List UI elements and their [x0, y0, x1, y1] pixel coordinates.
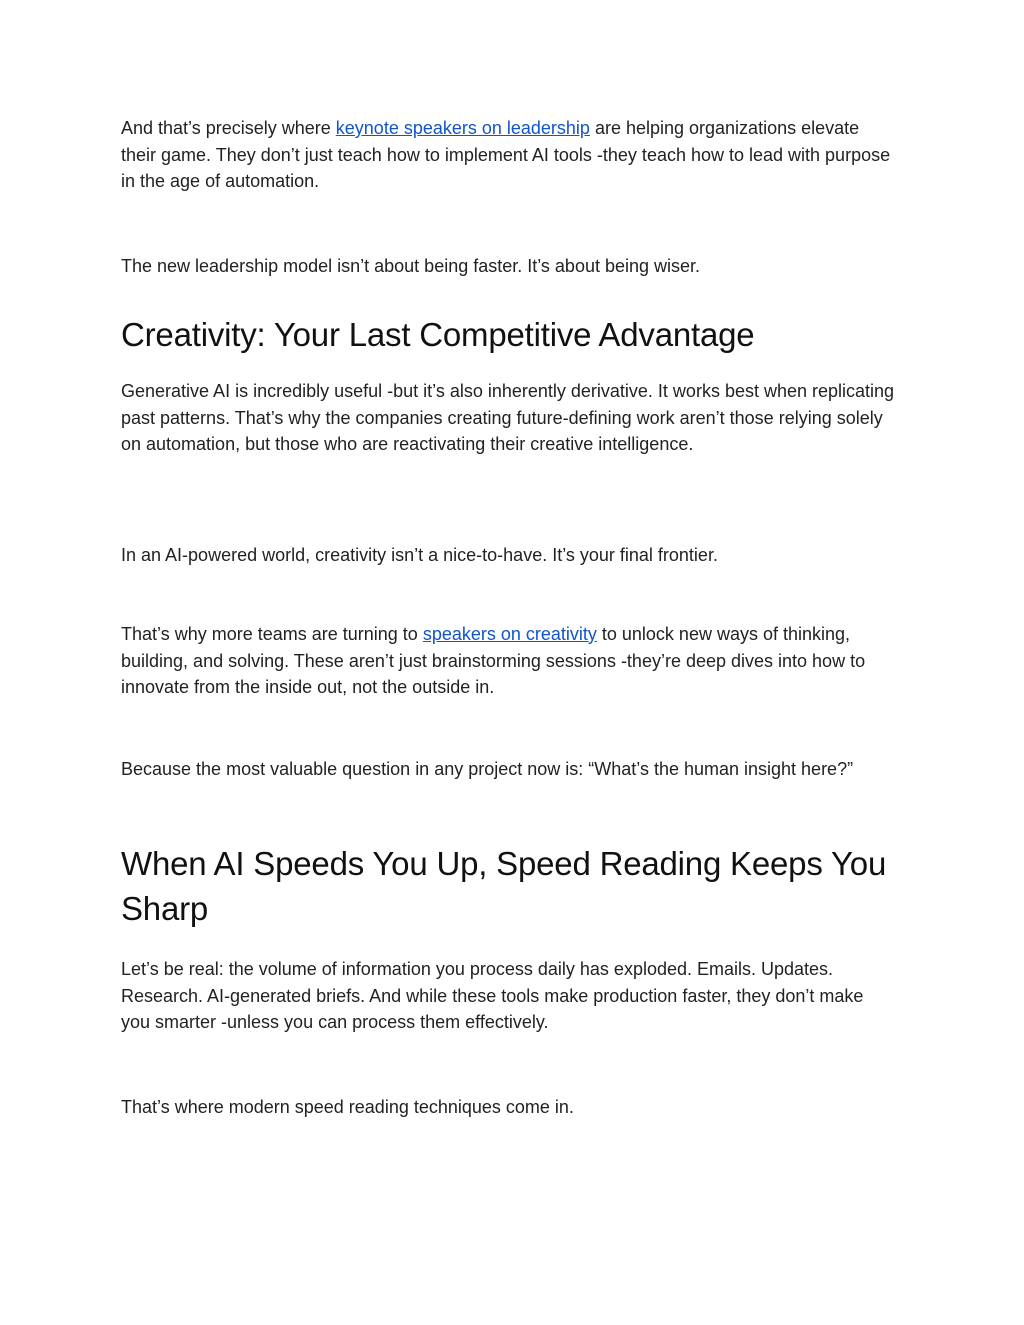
paragraph-text: Let’s be real: the volume of information you process daily has exploded. Emails. Updates. Research. AI-generated briefs. And while these tools make production faster, they don’t make you smarter -unless you can process them effectively. [121, 959, 864, 1032]
paragraph-generative-ai [121, 378, 896, 458]
paragraph-text: The new leadership model isn’t about being faster. It’s about being wiser. [121, 256, 701, 276]
paragraph-text: to unlock new ways of thinking, building, and solving. These aren’t just brainstorming sessions -they’re deep dives into how to innovate from the inside out, not the outside in. [121, 624, 866, 697]
speakers-on-creativity-link[interactable]: speakers on creativity [422, 624, 597, 644]
paragraph-creativity-speakers [121, 621, 896, 701]
paragraph-information-volume [121, 956, 896, 1036]
paragraph-text: That’s why more teams are turning to [121, 624, 423, 644]
paragraph-leadership-speakers [121, 115, 896, 195]
paragraph-speed-reading-techniques [121, 1094, 896, 1121]
paragraph-text: That’s where modern speed reading techniques come in. [121, 1097, 574, 1117]
paragraph-human-insight [121, 756, 896, 783]
paragraph-text: Because the most valuable question in any project now is: “What’s the human insight here?” [121, 759, 854, 779]
paragraph-final-frontier [121, 542, 896, 569]
heading-speed-reading [121, 841, 896, 931]
paragraph-text: In an AI-powered world, creativity isn’t a nice-to-have. It’s your final frontier. [121, 545, 718, 565]
keynote-speakers-link[interactable]: keynote speakers on leadership [335, 118, 590, 138]
section-heading: Creativity: Your Last Competitive Advantage [121, 316, 755, 353]
heading-creativity [121, 312, 896, 357]
paragraph-text: Generative AI is incredibly useful -but it’s also inherently derivative. It works best when replicating past patterns. That’s why the companies creating future-defining work aren’t those relying solely on automation, but those who are reactivating their creative intelligence. [121, 381, 895, 454]
paragraph-text: And that’s precisely where [121, 118, 336, 138]
paragraph-text: are helping organizations elevate their game. They don’t just teach how to implement AI tools -they teach how to lead with purpose in the age of automation. [121, 118, 891, 191]
section-heading: When AI Speeds You Up, Speed Reading Keeps You Sharp [121, 845, 887, 927]
paragraph-leadership-model [121, 253, 896, 280]
